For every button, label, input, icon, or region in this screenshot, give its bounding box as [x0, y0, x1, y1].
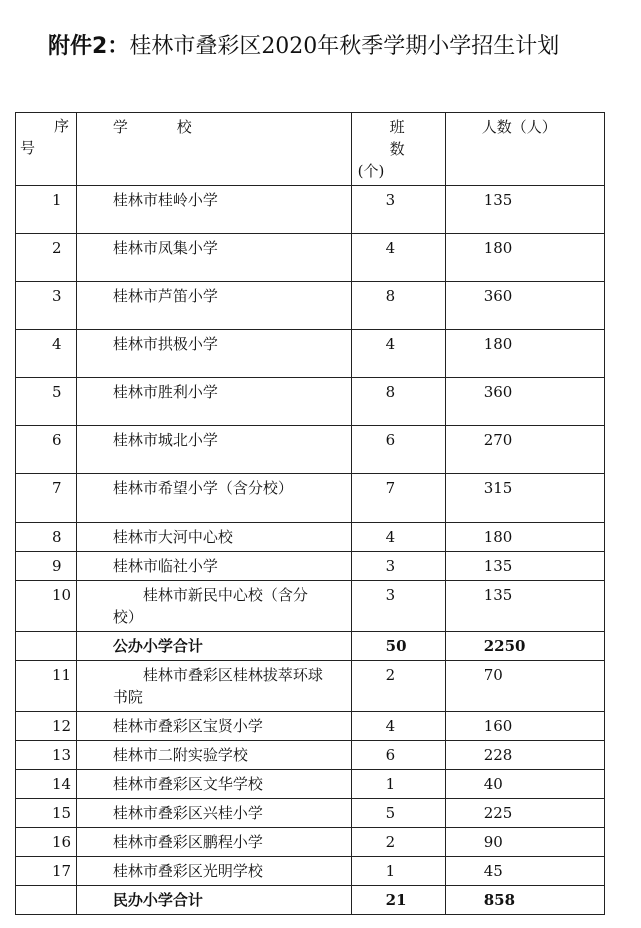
seq-cell: 13 [16, 741, 77, 770]
table-row [16, 770, 605, 799]
classes-cell: 8 [351, 282, 445, 330]
table-row [16, 552, 605, 581]
seq-cell: 10 [16, 581, 77, 632]
classes-cell: 5 [351, 799, 445, 828]
seq-cell: 11 [16, 661, 77, 712]
private-total-classes: 21 [351, 886, 445, 915]
school-cell: 桂林市城北小学 [76, 426, 351, 474]
school-cell: 桂林市二附实验学校 [76, 741, 351, 770]
seq-cell: 5 [16, 378, 77, 426]
classes-cell: 1 [351, 770, 445, 799]
table-row [16, 234, 605, 282]
table-row [16, 828, 605, 857]
school-line2: 书院 [112, 688, 143, 706]
school-line2: 校） [112, 608, 143, 626]
seq-cell: 15 [16, 799, 77, 828]
title-main: 桂林市叠彩区2020年秋季学期小学招生计划 [129, 34, 560, 59]
public-total-classes: 50 [351, 632, 445, 661]
table-row [16, 712, 605, 741]
people-cell: 90 [445, 828, 604, 857]
people-cell: 135 [445, 552, 604, 581]
public-total-label: 公办小学合计 [76, 632, 351, 661]
people-cell: 225 [445, 799, 604, 828]
classes-cell: 8 [351, 378, 445, 426]
classes-cell: 6 [351, 426, 445, 474]
public-total-row [16, 632, 605, 661]
table-row [16, 661, 605, 712]
header-seq-cell [16, 113, 77, 186]
private-total-people: 858 [445, 886, 604, 915]
table-row [16, 282, 605, 330]
school-cell: 桂林市凤集小学 [76, 234, 351, 282]
people-cell: 228 [445, 741, 604, 770]
header-seq-line2: 号 [20, 139, 36, 157]
table-row [16, 523, 605, 552]
classes-cell: 3 [351, 186, 445, 234]
table-row [16, 799, 605, 828]
classes-cell: 4 [351, 712, 445, 741]
title-prefix: 附件2： [48, 34, 130, 59]
header-classes-line2: (个) [357, 162, 385, 180]
seq-cell: 2 [16, 234, 77, 282]
seq-cell: 4 [16, 330, 77, 378]
people-cell: 180 [445, 234, 604, 282]
people-cell: 315 [445, 474, 604, 523]
classes-cell: 4 [351, 523, 445, 552]
seq-cell: 9 [16, 552, 77, 581]
school-cell: 桂林市希望小学（含分校） [76, 474, 351, 523]
seq-cell: 16 [16, 828, 77, 857]
people-cell: 160 [445, 712, 604, 741]
school-cell: 桂林市大河中心校 [76, 523, 351, 552]
school-cell [76, 661, 351, 712]
seq-cell: 12 [16, 712, 77, 741]
people-cell: 40 [445, 770, 604, 799]
school-cell: 桂林市叠彩区兴桂小学 [76, 799, 351, 828]
school-cell: 桂林市临社小学 [76, 552, 351, 581]
header-classes-line1: 班 数 [389, 118, 423, 158]
school-line1: 桂林市新民中心校（含分 [142, 586, 308, 604]
people-cell: 135 [445, 186, 604, 234]
people-cell: 70 [445, 661, 604, 712]
seq-cell: 8 [16, 523, 77, 552]
table-row [16, 741, 605, 770]
school-cell [76, 581, 351, 632]
seq-cell: 6 [16, 426, 77, 474]
classes-cell: 3 [351, 552, 445, 581]
table-row [16, 474, 605, 523]
people-cell: 180 [445, 523, 604, 552]
table-row [16, 581, 605, 632]
classes-cell: 6 [351, 741, 445, 770]
seq-cell-empty [16, 632, 77, 661]
school-cell: 桂林市叠彩区宝贤小学 [76, 712, 351, 741]
table-row [16, 330, 605, 378]
school-cell: 桂林市叠彩区文华学校 [76, 770, 351, 799]
table-row [16, 186, 605, 234]
classes-cell: 4 [351, 330, 445, 378]
school-cell: 桂林市桂岭小学 [76, 186, 351, 234]
seq-cell: 1 [16, 186, 77, 234]
header-people: 人数（人） [445, 113, 604, 186]
table-row [16, 378, 605, 426]
people-cell: 360 [445, 282, 604, 330]
school-cell: 桂林市叠彩区鹏程小学 [76, 828, 351, 857]
header-school: 学 校 [112, 118, 214, 136]
enrollment-plan-table [15, 112, 605, 915]
seq-cell: 3 [16, 282, 77, 330]
seq-cell: 14 [16, 770, 77, 799]
school-cell: 桂林市芦笛小学 [76, 282, 351, 330]
people-cell: 270 [445, 426, 604, 474]
school-cell: 桂林市拱极小学 [76, 330, 351, 378]
classes-cell: 1 [351, 857, 445, 886]
classes-cell: 7 [351, 474, 445, 523]
public-total-people: 2250 [445, 632, 604, 661]
people-cell: 45 [445, 857, 604, 886]
classes-cell: 4 [351, 234, 445, 282]
seq-cell-empty [16, 886, 77, 915]
school-cell: 桂林市胜利小学 [76, 378, 351, 426]
table-row [16, 857, 605, 886]
seq-cell: 17 [16, 857, 77, 886]
private-total-label: 民办小学合计 [76, 886, 351, 915]
header-classes-cell [351, 113, 445, 186]
people-cell: 360 [445, 378, 604, 426]
school-cell: 桂林市叠彩区光明学校 [76, 857, 351, 886]
header-seq-line1: 序 [54, 117, 70, 135]
people-cell: 135 [445, 581, 604, 632]
classes-cell: 2 [351, 661, 445, 712]
table-row [16, 426, 605, 474]
classes-cell: 3 [351, 581, 445, 632]
private-total-row [16, 886, 605, 915]
page-title [48, 32, 559, 62]
classes-cell: 2 [351, 828, 445, 857]
header-school-cell [76, 113, 351, 186]
people-cell: 180 [445, 330, 604, 378]
seq-cell: 7 [16, 474, 77, 523]
school-line1: 桂林市叠彩区桂林拔萃环球 [142, 666, 323, 684]
header-row [16, 113, 605, 186]
